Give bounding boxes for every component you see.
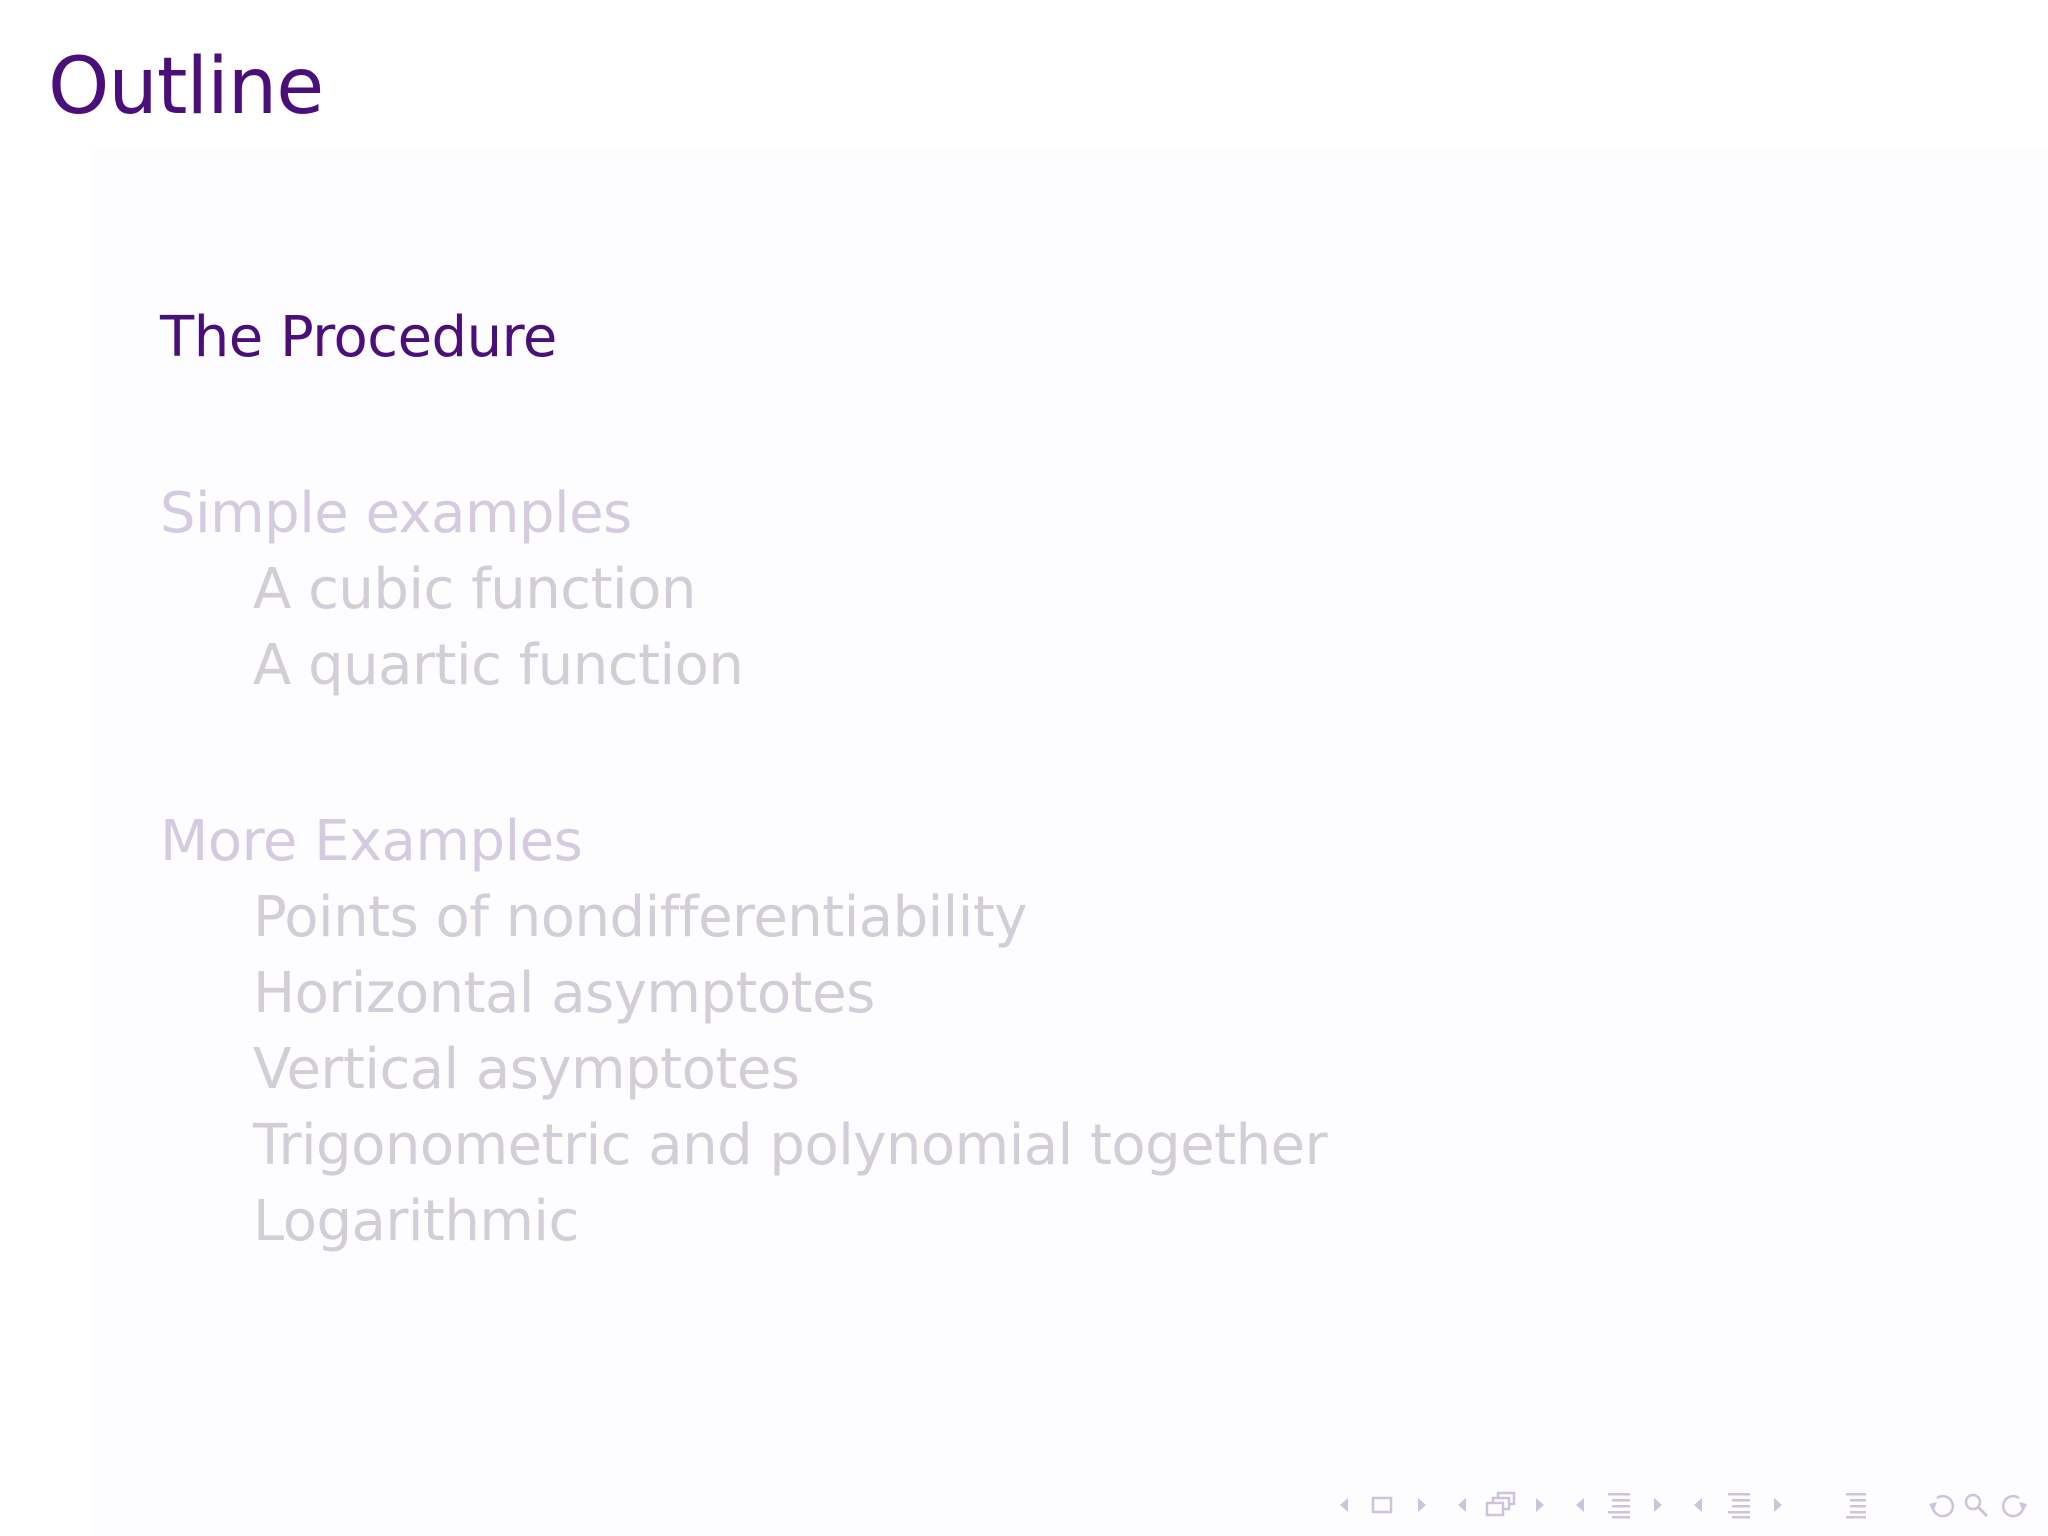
prev-section-arrow-icon[interactable] <box>1572 1488 1588 1522</box>
prev-frame-arrow-icon[interactable] <box>1336 1488 1352 1522</box>
toc-subsection[interactable]: Logarithmic <box>253 1189 579 1254</box>
document-icon[interactable] <box>1842 1488 1872 1522</box>
forward-icon[interactable] <box>1998 1488 2032 1522</box>
toc-subsection[interactable]: Points of nondifferentiability <box>253 885 1027 950</box>
toc-section-group <box>160 300 1860 376</box>
toc-subsection[interactable]: Trigonometric and polynomial together <box>253 1113 1328 1178</box>
toc-section[interactable]: More Examples <box>160 809 583 874</box>
subsection-icon[interactable] <box>1480 1488 1520 1522</box>
toc-subsection[interactable]: Vertical asymptotes <box>253 1037 800 1102</box>
toc-subsection[interactable]: A cubic function <box>253 557 696 622</box>
prev-part-arrow-icon[interactable] <box>1690 1488 1706 1522</box>
next-subsection-arrow-icon[interactable] <box>1532 1488 1548 1522</box>
frame-icon[interactable] <box>1368 1488 1396 1522</box>
toc-section[interactable]: Simple examples <box>160 481 632 546</box>
next-part-arrow-icon[interactable] <box>1770 1488 1786 1522</box>
slide-title: Outline <box>48 42 324 132</box>
next-section-arrow-icon[interactable] <box>1650 1488 1666 1522</box>
next-frame-arrow-icon[interactable] <box>1414 1488 1430 1522</box>
toc-subsection[interactable]: A quartic function <box>253 633 744 698</box>
prev-subsection-arrow-icon[interactable] <box>1454 1488 1470 1522</box>
beamer-navigation-bar <box>0 1488 2048 1522</box>
table-of-contents <box>160 300 1860 1360</box>
toc-section-group <box>160 476 1860 704</box>
section-icon[interactable] <box>1604 1488 1634 1522</box>
toc-section-current[interactable]: The Procedure <box>160 305 557 370</box>
toc-section-group <box>160 804 1860 1260</box>
toc-subsection-list <box>160 552 1860 704</box>
search-icon[interactable] <box>1960 1488 1994 1522</box>
part-icon[interactable] <box>1724 1488 1754 1522</box>
toc-subsection-list <box>160 880 1860 1260</box>
back-icon[interactable] <box>1924 1488 1958 1522</box>
toc-subsection[interactable]: Horizontal asymptotes <box>253 961 875 1026</box>
